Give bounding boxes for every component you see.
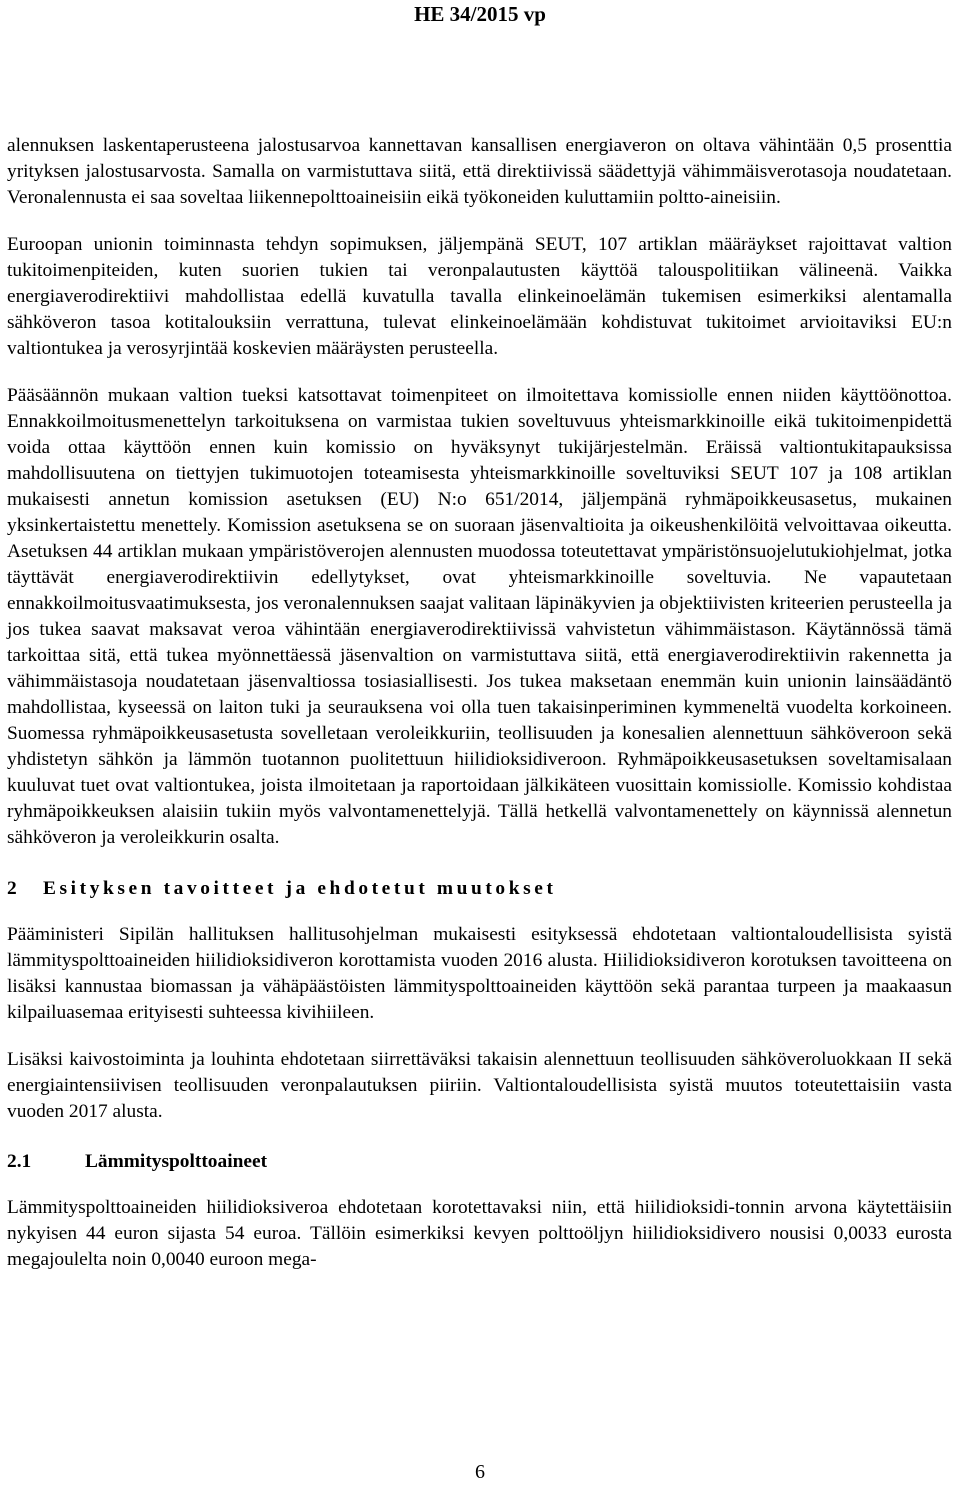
page-number: 6 [475, 1461, 485, 1483]
subsection-title: Lämmityspolttoaineet [85, 1151, 268, 1172]
paragraph-heating-fuels: Lämmityspolttoaineiden hiilidioksiveroa ehdotetaan korotettavaksi niin, että hiilidioksidi-tonnin arvona käytettäisiin nykyisen 44 euron sijasta 54 euroa. Tällöin esimerkiksi kevyen polttoöljyn hiilidioksidivero nousisi 0,0033 eurosta megajoulelta noin 0,0040 euroon mega- [7, 1197, 952, 1270]
paragraph-notification-procedure: Pääsäännön mukaan valtion tueksi katsottavat toimenpiteet on ilmoitettava komissiolle ennen niiden käyttöönottoa. Ennakkoilmoitusmenettelyn tarkoituksena on varmistaa tukien soveltuvuus yhteismarkkinoille eikä tukitoimenpidettä voida ottaa käyttöön ennen kuin komissio on hyväksynyt tukijärjestelmän. Eräissä valtiontukitapauksissa mahdollisuutena on tiettyjen tukimuotojen toteamisesta yhteismarkkinoille soveltuviksi SEUT 107 ja 108 artiklan mukaisesti annetun komission asetuksen (EU) N:o 651/2014, jäljempänä ryhmäpoikkeusasetus, mukainen yksinkertaistettu menettely. Komission asetuksena se on suoraan jäsenvaltioita ja oikeushenkilöitä velvoittavaa oikeutta. Asetuksen 44 artiklan mukaan ympäristöverojen alennusten muodossa toteutettavat ympäristönsuojelutukiohjelmat, jotka täyttävät energiaverodirektiivin edellytykset, ovat yhteismarkkinoille soveltuvia. Ne vapautetaan ennakkoilmoitusvaatimuksesta, jos veronalennuksen saajat valitaan läpinäkyvien ja objektiivisten kriteerien perusteella ja jos tukea saavat maksavat veroa vähintään energiaverodirektiivissä vahvistetun vähimmäistason. Käytännössä tämä tarkoittaa sitä, että tukea myönnettäessä jäsenvaltion on varmistuttava siitä, että energiaverodirektiivin rakennetta ja vähimmäistasoja noudatetaan jäsenvaltiossa tosiasiallisesti. Jos tukea maksetaan enemmän kuin unionin lainsäädäntö mahdollistaa, kyseessä on laiton tuki ja seurauksena voi olla tuen takaisinperiminen kymmeneltä vuodelta korkoineen. Suomessa ryhmäpoikkeusasetusta sovelletaan veroleikkuriin, teollisuuden ja konesalien alennettuun sähköveroon sekä yhdistetyn sähkön ja lämmön tuotannon puolitettuun hiilidioksidiveroon. Ryhmäpoikkeusasetuksen soveltamisalaan kuuluvat tuet ovat valtiontukea, joista ilmoitetaan ja raportoidaan jälkikäteen vuosittain komissiolle. Komissio kohdistaa ryhmäpoikkeuksen alaisiin tukiin myös valvontamenettelyjä. Tällä hetkellä valvontamenettely on käynnissä alennetun sähköveron ja veroleikkurin osalta. [7, 385, 952, 848]
subsection-number: 2.1 [7, 1151, 32, 1172]
paragraph-government-programme: Pääministeri Sipilän hallituksen hallitusohjelman mukaisesti esityksessä ehdotetaan valtiontaloudellisista syistä lämmityspolttoaineiden hiilidioksidiveron korottamista vuoden 2016 alusta. Hiilidioksidiveron korotuksen tavoitteena on lisäksi kannustaa biomassan ja vähäpäästöisten lämmityspolttoaineiden käyttöön sekä parantaa turpeen ja maakaasun kilpailuasemaa erityisesti suhteessa kivihiileen. [7, 924, 952, 1023]
paragraph-energy-tax-reduction: alennuksen laskentaperusteena jalostusarvoa kannettavan kansallisen energiaveron on oltava vähintään 0,5 prosenttia yrityksen jalostusarvosta. Samalla on varmistuttava siitä, että direktiivissä säädettyjä vähimmäisverotasoja noudatetaan. Veronalennusta ei saa soveltaa liikennepolttoaineisiin eikä työkoneiden kuluttamiin poltto-aineisiin. [7, 135, 952, 208]
document-id-header: HE 34/2015 vp [414, 2, 546, 26]
paragraph-mining-tax-class: Lisäksi kaivostoiminta ja louhinta ehdotetaan siirrettäväksi takaisin alennettuun teollisuuden sähköveroluokkaan II sekä energiaintensiivisen teollisuuden veronpalautuksen piiriin. Valtiontaloudellisista syistä muutos toteutettaisiin vasta vuoden 2017 alusta. [7, 1049, 952, 1122]
section-number: 2 [7, 878, 17, 899]
section-heading-2 [7, 876, 952, 902]
section-title: Esityksen tavoitteet ja ehdotetut muutokset [43, 878, 557, 899]
paragraph-seut-state-aid: Euroopan unionin toiminnasta tehdyn sopimuksen, jäljempänä SEUT, 107 artiklan määräykset rajoittavat valtion tukitoimenpiteiden, kuten suorien tukien tai veronpalautusten käyttöä talouspolitiikan välineenä. Vaikka energiaverodirektiivi mahdollistaa edellä kuvatulla tavalla elinkeinoelämän tukemisen esimerkiksi alentamalla sähköveron tasoa kotitalouksiin verrattuna, tulevat elinkeinoelämään kohdistuvat tukitoimet arvioitaviksi EU:n valtiontukea ja verosyrjintää koskevien määräysten perusteella. [7, 234, 952, 359]
document-body [7, 133, 952, 1273]
subsection-heading-2-1 [7, 1149, 952, 1175]
